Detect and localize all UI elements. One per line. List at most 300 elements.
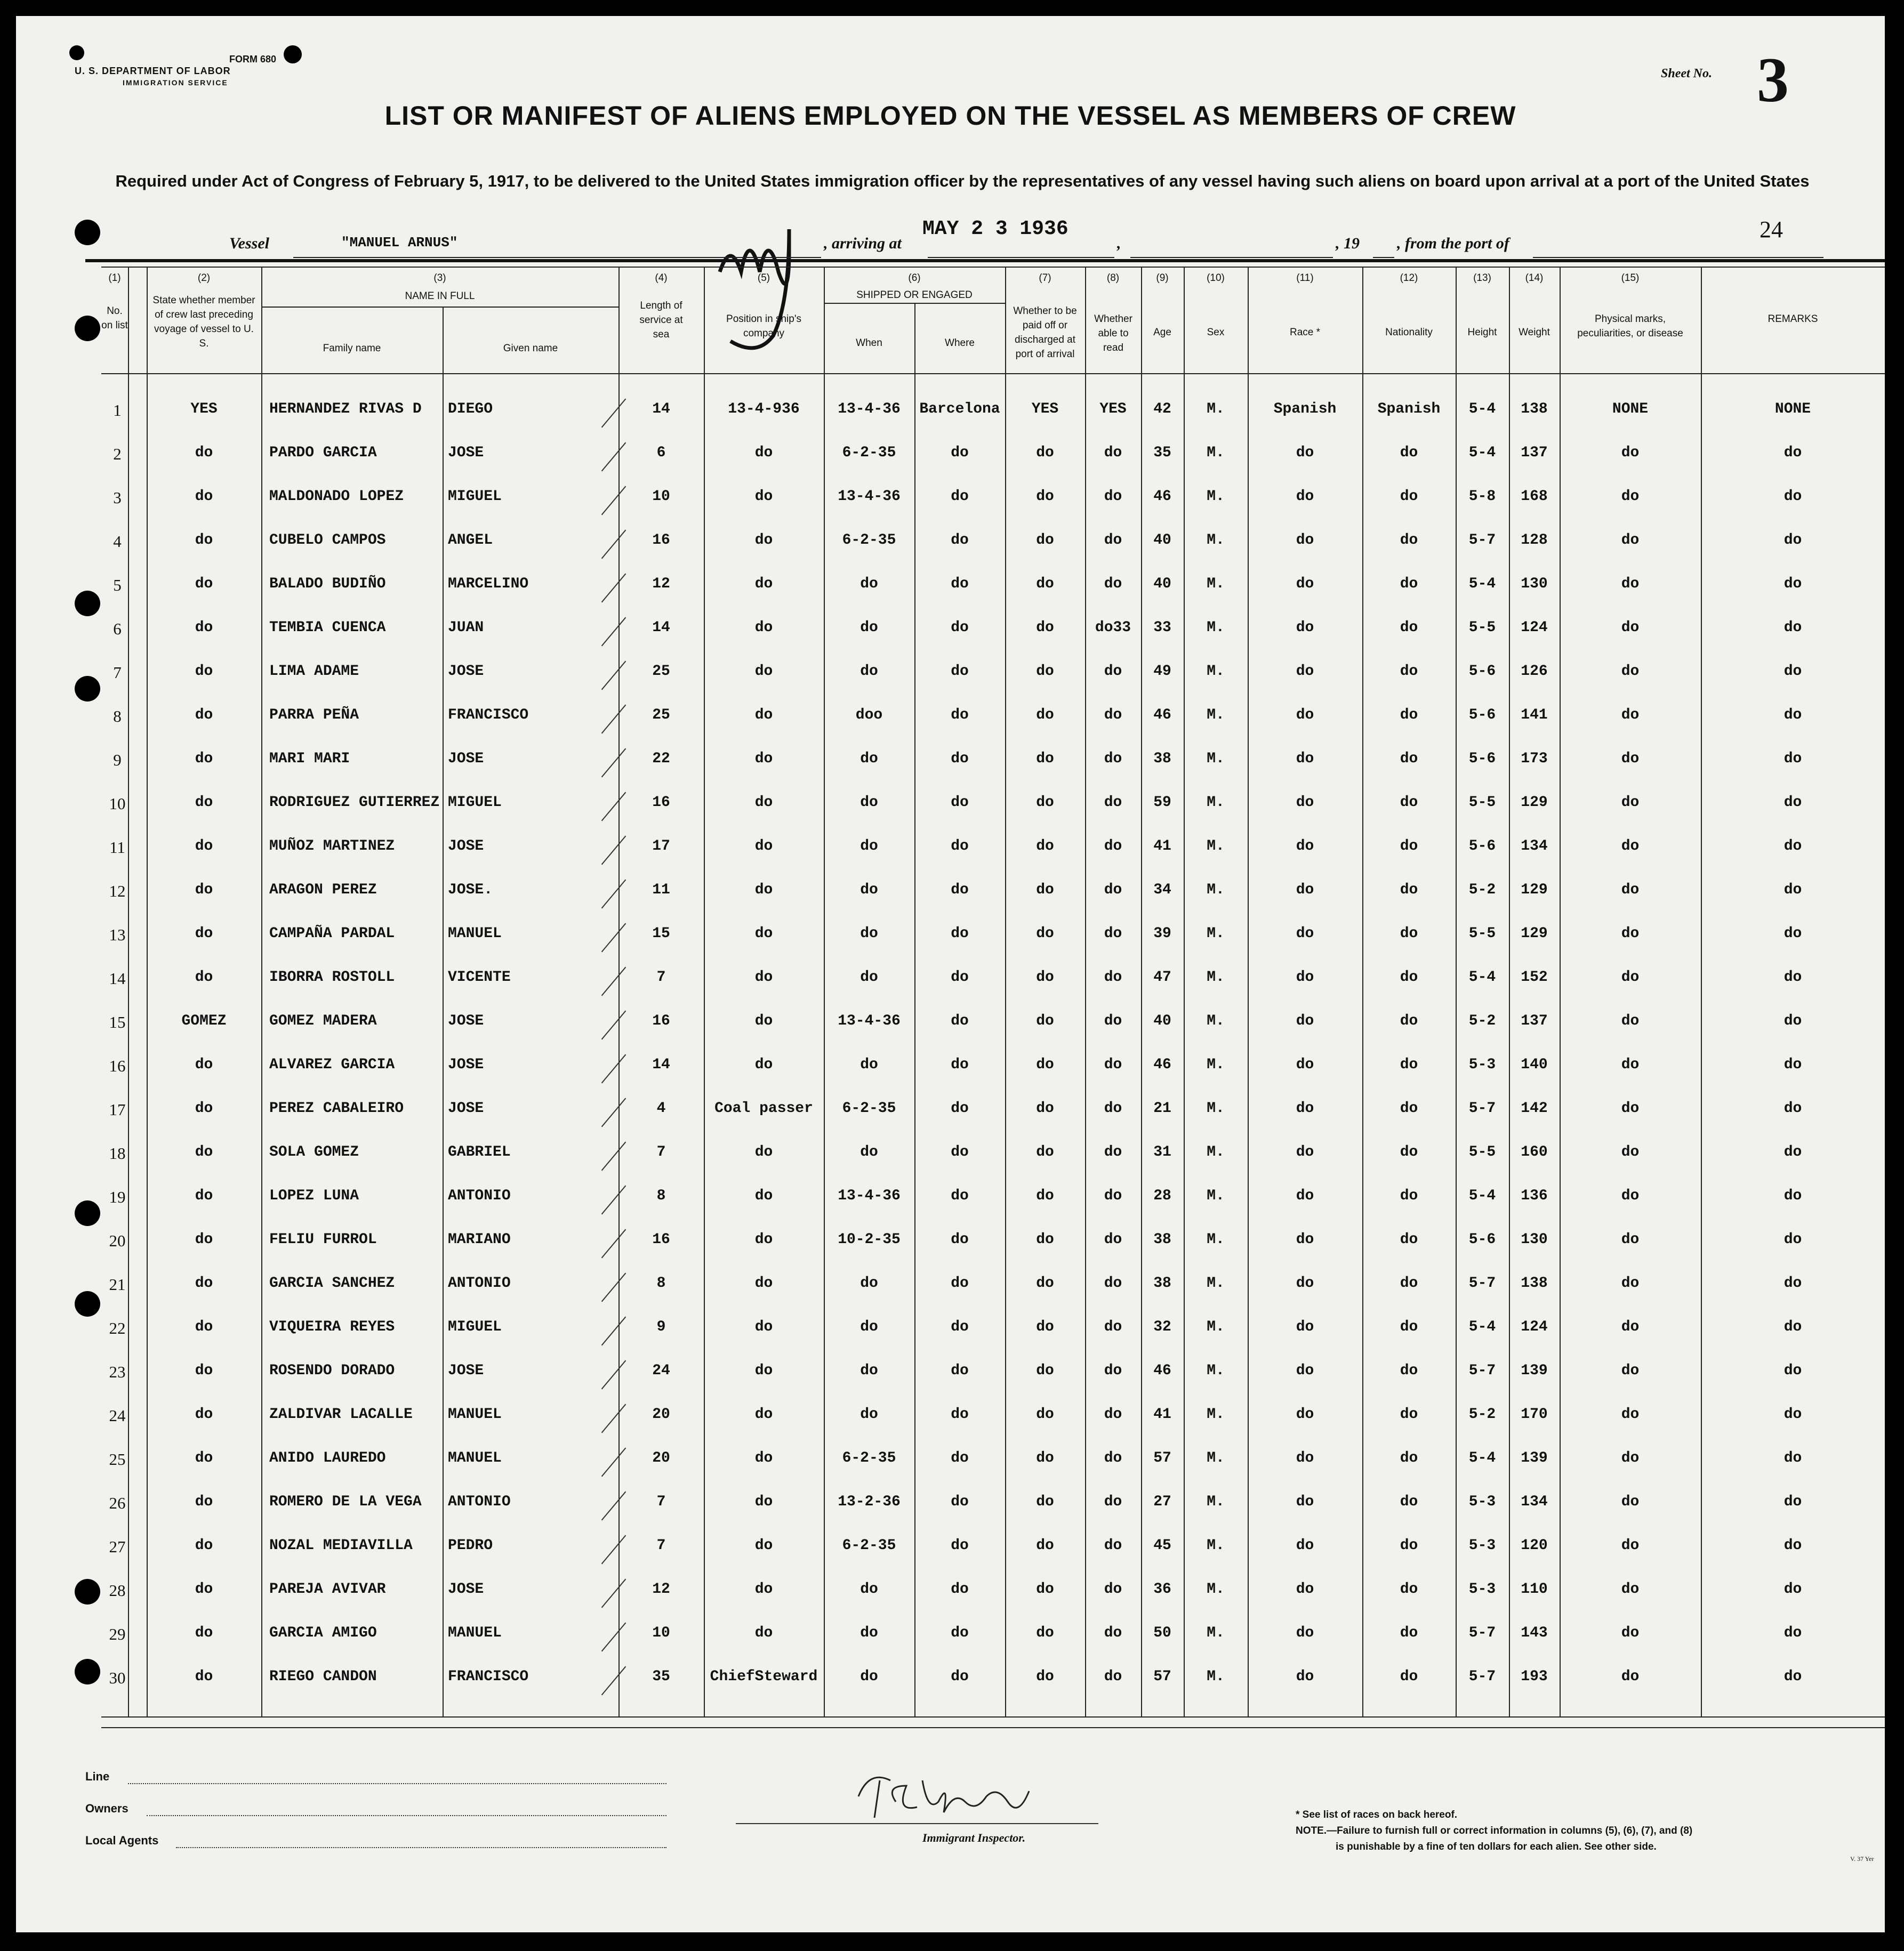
given-name: VICENTE [448,969,511,986]
prev-voyage: YES [190,401,218,417]
family-name: PARRA PEÑA [269,707,359,723]
col-header-no-on-list: No. on list [101,305,128,331]
able-to-read: do [1104,445,1122,461]
row-number: 12 [109,882,126,900]
col-header-age: Age [1153,327,1171,338]
height: 5-6 [1468,1231,1496,1248]
given-name: JUAN [448,619,484,636]
family-name: GARCIA AMIGO [269,1625,377,1641]
row-number: 19 [109,1188,126,1206]
row-number: 23 [109,1363,126,1381]
family-name: HERNANDEZ RIVAS D [269,401,422,417]
position: 13-4-936 [728,401,800,417]
shipped-where: do [951,1275,969,1292]
shipped-when: do [860,1625,878,1641]
shipped-when: do [860,1668,878,1685]
shipped-where: do [951,663,969,680]
weight: 140 [1521,1057,1548,1073]
col-num-11: (11) [1296,272,1314,284]
position: do [754,1494,773,1510]
age: 34 [1153,882,1171,898]
shipped-where: do [951,576,969,592]
punch-hole [75,591,100,616]
department-name: U. S. DEPARTMENT OF LABOR [75,66,231,76]
given-name: JOSE [448,1013,484,1029]
remarks: do [1784,707,1802,723]
prev-voyage: do [195,532,213,549]
col-header-nationality: Nationality [1385,327,1433,338]
shipped-where: do [951,1188,969,1204]
prev-voyage: do [195,1668,213,1685]
shipped-where: do [951,1057,969,1073]
height: 5-5 [1468,1144,1496,1160]
able-to-read: do [1104,1275,1122,1292]
col-num-13: (13) [1473,272,1491,284]
shipped-when: do [860,882,878,898]
prev-voyage: do [195,1144,213,1160]
length-of-service: 35 [652,1668,670,1685]
family-name: ROSENDO DORADO [269,1363,395,1379]
physical-marks: do [1621,445,1640,461]
shipped-where: do [951,969,969,986]
able-to-read: do [1104,925,1122,942]
shipped-when: do [860,1144,878,1160]
prev-voyage: do [195,1275,213,1292]
race: do [1296,488,1314,505]
paid-off: do [1036,751,1054,767]
position: do [754,1406,773,1423]
prev-voyage: do [195,1406,213,1423]
family-name: ANIDO LAUREDO [269,1450,386,1466]
paid-off: do [1036,619,1054,636]
row-number: 26 [109,1494,126,1512]
length-of-service: 14 [652,1057,670,1073]
row-number: 2 [113,445,122,463]
given-name: MANUEL [448,925,502,942]
shipped-where: do [951,1319,969,1335]
sex: M. [1207,1625,1225,1641]
race: do [1296,1363,1314,1379]
nationality: do [1400,1494,1418,1510]
family-name: RODRIGUEZ GUTIERREZ [269,794,440,811]
prev-voyage: do [195,1537,213,1554]
length-of-service: 15 [652,925,670,942]
position: do [754,1625,773,1641]
age: 46 [1153,707,1171,723]
height: 5-5 [1468,619,1496,636]
height: 5-7 [1468,1668,1496,1685]
physical-marks: do [1621,1231,1640,1248]
position: do [754,619,773,636]
row-number: 11 [109,838,125,857]
length-of-service: 4 [656,1100,666,1117]
shipped-when: 13-2-36 [838,1494,901,1510]
paid-off: do [1036,1668,1054,1685]
length-of-service: 10 [652,1625,670,1641]
weight: 120 [1521,1537,1548,1554]
nationality: do [1400,1188,1418,1204]
position: do [754,707,773,723]
nationality: do [1400,1144,1418,1160]
weight: 128 [1521,532,1548,549]
nationality: do [1400,707,1418,723]
prev-voyage: do [195,445,213,461]
age: 47 [1153,969,1171,986]
given-name: FRANCISCO [448,707,529,723]
remarks: NONE [1774,401,1811,417]
shipped-when: do [860,576,878,592]
length-of-service: 8 [656,1275,666,1292]
weight: 170 [1521,1406,1548,1423]
race: do [1296,1581,1314,1598]
prev-voyage: do [195,882,213,898]
shipped-where: do [951,1537,969,1554]
row-number: 16 [109,1057,126,1075]
physical-marks: do [1621,663,1640,680]
punch-hole [75,1579,100,1605]
shipped-where: do [951,751,969,767]
sex: M. [1207,401,1225,417]
nationality: do [1400,1231,1418,1248]
vessel-label: Vessel [229,235,269,252]
given-name: JOSE [448,838,484,854]
nationality: do [1400,1537,1418,1554]
penalty-note [1296,1823,1829,1839]
given-name: JOSE. [448,882,493,898]
remarks: do [1784,751,1802,767]
given-name: GABRIEL [448,1144,511,1160]
age: 41 [1153,838,1171,854]
height: 5-6 [1468,751,1496,767]
shipped-when: 6-2-35 [842,1100,896,1117]
punch-hole [75,1291,100,1317]
sex: M. [1207,576,1225,592]
col-header-shipped-or-engaged: SHIPPED OR ENGAGED [856,289,973,301]
physical-marks: do [1621,751,1640,767]
height: 5-3 [1468,1581,1496,1598]
physical-marks: do [1621,1188,1640,1204]
shipped-where: do [951,1494,969,1510]
position: do [754,969,773,986]
length-of-service: 11 [652,882,670,898]
physical-marks: do [1621,925,1640,942]
given-name: ANTONIO [448,1188,511,1204]
nationality: do [1400,1319,1418,1335]
row-number: 24 [109,1406,126,1425]
able-to-read: do [1104,1537,1122,1554]
nationality: do [1400,1100,1418,1117]
given-name: JOSE [448,1057,484,1073]
given-name: MARCELINO [448,576,529,592]
row-number: 5 [113,576,122,594]
row-number: 13 [109,925,126,944]
physical-marks: do [1621,707,1640,723]
shipped-when: do [860,1581,878,1598]
remarks: do [1784,1144,1802,1160]
paid-off: do [1036,445,1054,461]
given-name: JOSE [448,663,484,680]
age: 40 [1153,532,1171,549]
shipped-when: do [860,969,878,986]
height: 5-5 [1468,794,1496,811]
owners-label: Owners [85,1802,128,1815]
height: 5-2 [1468,1406,1496,1423]
col-num-4: (4) [655,272,668,284]
line-label: Line [85,1770,110,1783]
col-header-when: When [856,337,882,349]
paid-off: do [1036,838,1054,854]
col-num-15: (15) [1621,272,1640,284]
height: 5-2 [1468,1013,1496,1029]
paid-off: do [1036,1581,1054,1598]
paid-off: do [1036,1625,1054,1641]
position: do [754,576,773,592]
shipped-when: do [860,1275,878,1292]
age: 21 [1153,1100,1171,1117]
length-of-service: 14 [652,619,670,636]
sex: M. [1207,1188,1225,1204]
able-to-read: do [1104,576,1122,592]
age: 42 [1153,401,1171,417]
sex: M. [1207,488,1225,505]
punch-hole [75,316,100,341]
nationality: do [1400,1450,1418,1466]
col-header-paid-off: Whether to be paid off or discharged at port of arrival [1013,305,1077,360]
family-name: VIQUEIRA REYES [269,1319,395,1335]
family-name: LOPEZ LUNA [269,1188,359,1204]
family-name: GOMEZ MADERA [269,1013,377,1029]
nationality: do [1400,1668,1418,1685]
col-num-6: (6) [908,272,921,284]
remarks: do [1784,882,1802,898]
length-of-service: 25 [652,707,670,723]
age: 32 [1153,1319,1171,1335]
row-number: 14 [109,969,126,988]
shipped-where: do [951,838,969,854]
position: do [754,1363,773,1379]
from-port-label: , from the port of [1397,235,1509,252]
given-name: ANTONIO [448,1275,511,1292]
age: 57 [1153,1450,1171,1466]
able-to-read: do [1104,1625,1122,1641]
height: 5-7 [1468,532,1496,549]
vessel-name: "MANUEL ARNUS" [341,235,458,251]
length-of-service: 16 [652,794,670,811]
nationality: do [1400,882,1418,898]
physical-marks: do [1621,1450,1640,1466]
length-of-service: 9 [656,1319,666,1335]
prev-voyage: do [195,794,213,811]
page-subtitle: Required under Act of Congress of February 5, 1917, to be delivered to the United States immigration officer by the representatives of any vessel having such aliens on board upon arrival at a port of the United States [115,172,1810,190]
age: 45 [1153,1537,1171,1554]
nationality: do [1400,1363,1418,1379]
shipped-when: 13-4-36 [838,1013,901,1029]
nationality: do [1400,532,1418,549]
given-name: ANGEL [448,532,493,549]
paid-off: do [1036,663,1054,680]
shipped-where: do [951,1450,969,1466]
remarks: do [1784,969,1802,986]
height: 5-4 [1468,445,1496,461]
paid-off: do [1036,1406,1054,1423]
weight: 142 [1521,1100,1548,1117]
col-num-9: (9) [1156,272,1169,284]
local-agents-label: Local Agents [85,1834,159,1847]
position: do [754,1144,773,1160]
physical-marks: do [1621,1144,1640,1160]
nationality: do [1400,838,1418,854]
age: 41 [1153,1406,1171,1423]
race: do [1296,1057,1314,1073]
race: do [1296,576,1314,592]
age: 38 [1153,751,1171,767]
sex: M. [1207,1494,1225,1510]
paid-off: do [1036,1275,1054,1292]
shipped-where: do [951,1625,969,1641]
prev-voyage: do [195,838,213,854]
physical-marks: do [1621,1625,1640,1641]
shipped-when: do [860,925,878,942]
length-of-service: 16 [652,1231,670,1248]
position: ChiefSteward [710,1668,818,1685]
shipped-where: do [951,707,969,723]
sex: M. [1207,1450,1225,1466]
row-number: 21 [109,1275,126,1294]
row-number: 9 [113,751,122,769]
shipped-where: do [951,1406,969,1423]
col-num-8: (8) [1106,272,1120,284]
age: 36 [1153,1581,1171,1598]
remarks: do [1784,1013,1802,1029]
nationality: Spanish [1377,401,1441,417]
remarks: do [1784,488,1802,505]
paid-off: do [1036,1319,1054,1335]
shipped-when: 13-4-36 [838,488,901,505]
punch-hole [75,1659,100,1684]
nationality: do [1400,488,1418,505]
family-name: NOZAL MEDIAVILLA [269,1537,413,1554]
race: do [1296,882,1314,898]
able-to-read: do [1104,1319,1122,1335]
sex: M. [1207,882,1225,898]
nationality: do [1400,969,1418,986]
nationality: do [1400,751,1418,767]
height: 5-4 [1468,401,1496,417]
nationality: do [1400,576,1418,592]
race: do [1296,1494,1314,1510]
position: do [754,882,773,898]
position: do [754,532,773,549]
length-of-service: 20 [652,1406,670,1423]
family-name: TEMBIA CUENCA [269,619,386,636]
remarks: do [1784,1406,1802,1423]
paid-off: do [1036,882,1054,898]
able-to-read: do [1104,1188,1122,1204]
note-text: —Failure to furnish full or correct information in columns (5), (6), (7), and (8) [1327,1825,1693,1836]
race: do [1296,1013,1314,1029]
length-of-service: 8 [656,1188,666,1204]
sex: M. [1207,794,1225,811]
remarks: do [1784,1581,1802,1598]
sex: M. [1207,619,1225,636]
sex: M. [1207,1013,1225,1029]
physical-marks: do [1621,532,1640,549]
note-label: NOTE. [1296,1825,1327,1836]
position: do [754,1450,773,1466]
family-name: ARAGON PEREZ [269,882,377,898]
shipped-where: Barcelona [919,401,1000,417]
vessel-line: Vessel "MANUEL ARNUS" , arriving at , , 19 , from the port of [229,235,1829,261]
position: do [754,1319,773,1335]
row-number: 17 [109,1100,126,1119]
physical-marks: NONE [1612,401,1649,417]
age: 38 [1153,1275,1171,1292]
height: 5-7 [1468,1363,1496,1379]
position: do [754,1275,773,1292]
able-to-read: do [1104,663,1122,680]
remarks: do [1784,925,1802,942]
length-of-service: 17 [652,838,670,854]
physical-marks: do [1621,794,1640,811]
col-header-remarks: REMARKS [1768,313,1818,325]
age: 46 [1153,1363,1171,1379]
family-name: ROMERO DE LA VEGA [269,1494,422,1510]
weight: 138 [1521,401,1548,417]
family-name: RIEGO CANDON [269,1668,377,1685]
shipped-where: do [951,619,969,636]
row-number: 1 [113,401,122,420]
shipped-when: do [860,751,878,767]
given-name: FRANCISCO [448,1668,529,1685]
col-header-race: Race * [1289,327,1321,338]
col-header-family-name: Family name [323,343,381,354]
length-of-service: 7 [656,1144,666,1160]
given-name: JOSE [448,1581,484,1598]
col-header-where: Where [945,337,975,349]
height: 5-4 [1468,1450,1496,1466]
given-name: JOSE [448,1363,484,1379]
shipped-where: do [951,1144,969,1160]
row-number: 7 [113,663,122,682]
able-to-read: do [1104,1581,1122,1598]
prev-voyage: do [195,969,213,986]
physical-marks: do [1621,969,1640,986]
able-to-read: do [1104,751,1122,767]
sex: M. [1207,532,1225,549]
race: do [1296,838,1314,854]
age: 31 [1153,1144,1171,1160]
able-to-read: do [1104,838,1122,854]
given-name: MANUEL [448,1450,502,1466]
weight: 124 [1521,619,1548,636]
age: 59 [1153,794,1171,811]
position: do [754,925,773,942]
shipped-when: 13-4-36 [838,1188,901,1204]
shipped-when: do [860,619,878,636]
given-name: JOSE [448,1100,484,1117]
col-header-name-in-full: NAME IN FULL [405,291,475,302]
position: do [754,1581,773,1598]
sex: M. [1207,969,1225,986]
shipped-when: do [860,1319,878,1335]
weight: 129 [1521,794,1548,811]
race: do [1296,445,1314,461]
col-num-5: (5) [757,272,770,284]
weight: 130 [1521,1231,1548,1248]
age: 46 [1153,488,1171,505]
col-header-length-of-service: Length of service at sea [639,300,683,340]
position: do [754,838,773,854]
